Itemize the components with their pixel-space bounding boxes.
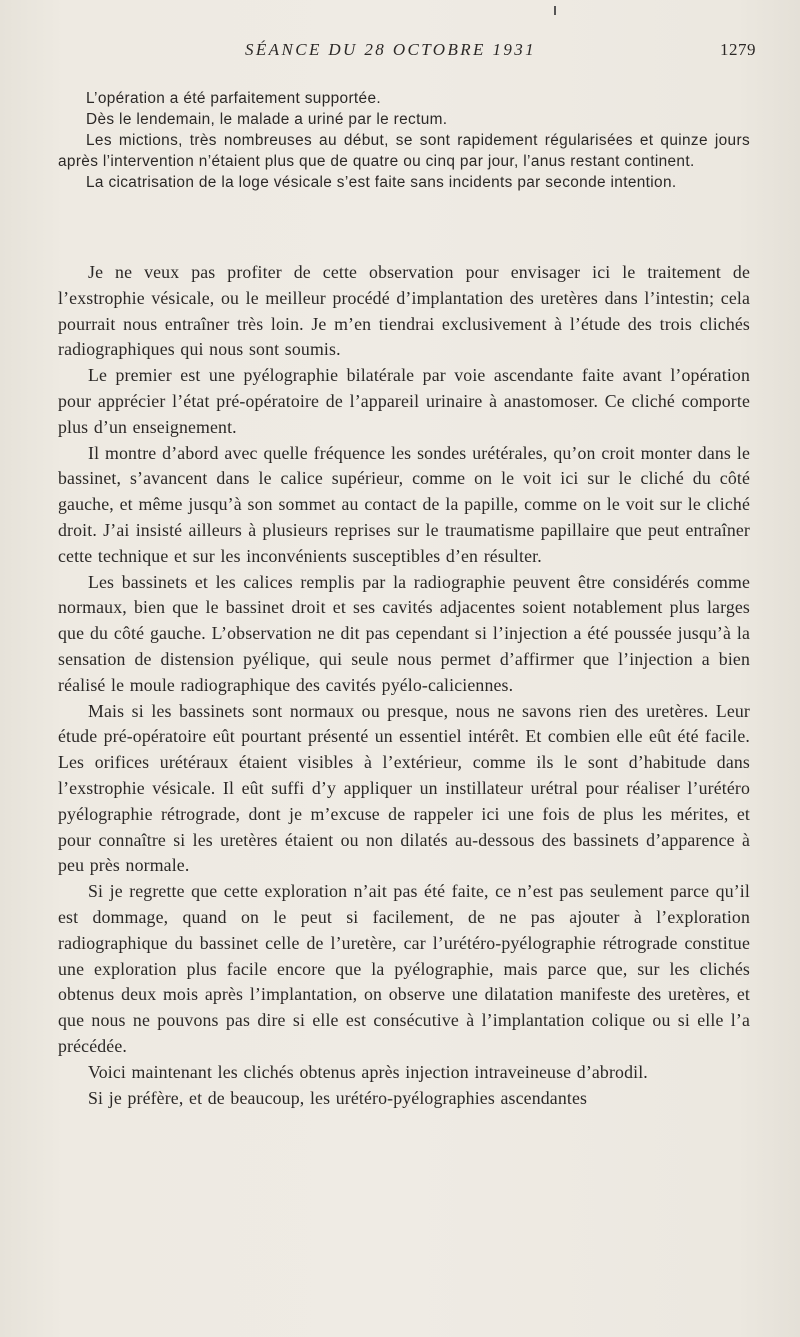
running-header xyxy=(0,40,800,64)
body-paragraph-3: Il montre d’abord avec quelle fréquence les sondes urétérales, qu’on croit monter dans le bassinet, s’avancent dans le calice supérieur, comme on le voit ici sur le cliché du côté gauche, et même jusqu’à son sommet au contact de la papille, comme on le voit sur le cliché droit. J’ai insisté ailleurs à plusieurs reprises sur le traumatisme papillaire que peut entraîner cette technique et sur les inconvénients susceptibles d’en résulter. xyxy=(58,442,750,566)
body-paragraph-1: Je ne veux pas profiter de cette observation pour envisager ici le traitement de l’exstrophie vésicale, ou le meilleur procédé d’implantation des uretères dans l’intestin; cela pourrait nous entraîner très loin. Je m’en tiendrai exclusivement à l’étude des trois clichés radiographiques qui nous sont soumis. xyxy=(58,262,750,360)
case-notes-block xyxy=(58,88,750,193)
body-paragraph-4: Les bassinets et les calices remplis par la radiographie peuvent être considérés comme normaux, bien que le bassinet droit et ses cavités adjacentes soient notablement plus larges que du côté gauche. L’observation ne dit pas cependant si l’injection a été poussée jusqu’à la sensation de distension pyélique, qui seule nous permet d’affirmer que l’injection a bien réalisé le moule radiographique des cavités pyélo-caliciennes. xyxy=(58,571,750,695)
print-tick-mark xyxy=(554,6,556,15)
body-paragraph-2: Le premier est une pyélographie bilatérale par voie ascendante faite avant l’opération pour apprécier l’état pré-opératoire de l’appareil urinaire à anastomoser. Ce cliché comporte plus d’un enseignement. xyxy=(58,365,750,437)
case-note-3: Les mictions, très nombreuses au début, se sont rapidement régularisées et quinze jours après l’intervention n’étaient plus que de quatre ou cinq par jour, l’anus restant continent. xyxy=(58,132,750,170)
running-title: SÉANCE DU 28 OCTOBRE 1931 xyxy=(245,40,537,59)
body-paragraph-6: Si je regrette que cette exploration n’ait pas été faite, ce n’est pas seulement parce qu’il est dommage, quand on le peut si facilement, de ne pas ajouter à l’exploration radiographique du bassinet celle de l’uretère, car l’urétéro-pyélographie rétrograde constitue une exploration plus facile encore que la pyélographie, mais parce que, sur les clichés obtenus deux mois après l’implantation, on observe une dilatation manifeste des uretères, et que nous ne pouvons pas dire si elle est consécutive à l’implantation colique ou si elle l’a précédée. xyxy=(58,881,750,1056)
page-number: 1279 xyxy=(720,40,756,59)
case-note-4: La cicatrisation de la loge vésicale s’est faite sans incidents par seconde intention. xyxy=(86,174,677,191)
case-note-2: Dès le lendemain, le malade a uriné par le rectum. xyxy=(86,111,448,128)
case-note-1: L’opération a été parfaitement supportée. xyxy=(86,90,381,107)
main-text-block xyxy=(58,260,750,1111)
body-paragraph-8: Si je préfère, et de beaucoup, les urétéro-pyélographies ascendantes xyxy=(88,1087,588,1108)
body-paragraph-7: Voici maintenant les clichés obtenus après injection intraveineuse d’abrodil. xyxy=(88,1061,648,1082)
body-paragraph-5: Mais si les bassinets sont normaux ou presque, nous ne savons rien des uretères. Leur étude pré-opératoire eût pourtant présenté un essentiel intérêt. Et combien elle eût été facile. Les orifices urétéraux étaient visibles à l’extérieur, comme ils le sont d’habitude dans l’exstrophie vésicale. Il eût suffi d’y appliquer un instillateur urétral pour réaliser l’urétéro pyélographie rétrograde, dont je m’excuse de rappeler ici une fois de plus les mérites, et pour connaître si les uretères étaient ou non dilatés au-dessous des bassinets d’apparence à peu près normale. xyxy=(58,700,750,876)
